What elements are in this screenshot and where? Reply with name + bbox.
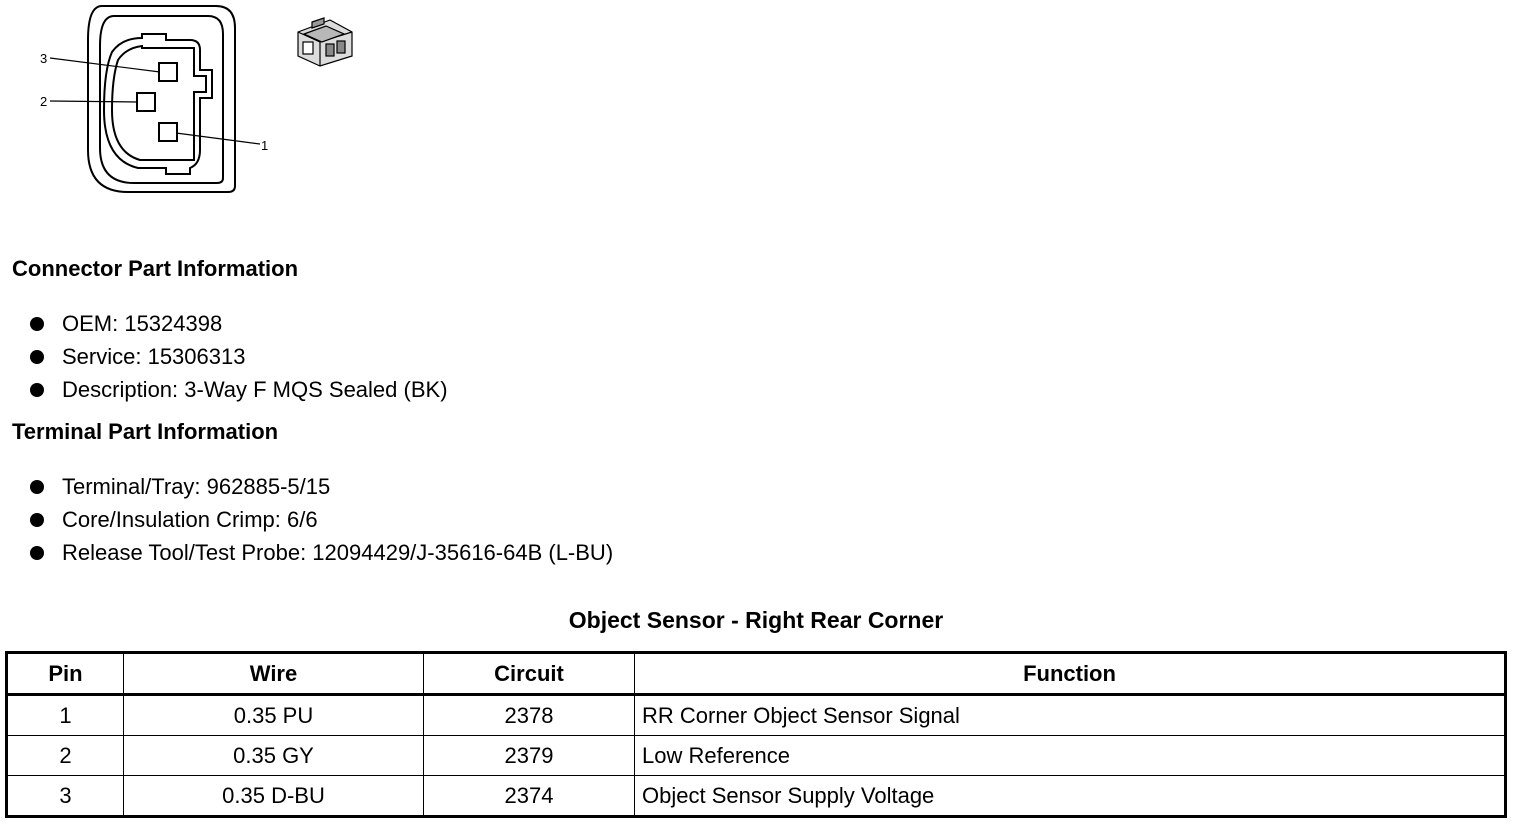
function-cell: Object Sensor Supply Voltage	[635, 776, 1506, 817]
connector-seal-outer	[104, 34, 212, 174]
pin-1-leader	[176, 133, 260, 144]
function-cell: Low Reference	[635, 736, 1506, 776]
wire-cell: 0.35 PU	[124, 695, 424, 736]
pin-cell: 2	[7, 736, 124, 776]
pin-3-label: 3	[40, 51, 48, 66]
list-item	[28, 506, 613, 539]
terminal-part-info-heading: Terminal Part Information	[12, 419, 279, 444]
column-header-pin: Pin	[7, 653, 124, 695]
bullet-icon	[30, 350, 44, 364]
bullet-icon	[30, 383, 44, 397]
table-header-row	[7, 653, 1506, 695]
wire-cell: 0.35 D-BU	[124, 776, 424, 817]
pin-2-cavity	[137, 93, 155, 111]
connector-face-diagram	[30, 0, 280, 200]
list-item	[28, 343, 448, 376]
connector-part-info-heading: Connector Part Information	[12, 256, 299, 281]
list-item	[28, 473, 613, 506]
column-header-wire: Wire	[124, 653, 424, 695]
circuit-cell: 2374	[424, 776, 635, 817]
connector-description-text: Description: 3-Way F MQS Sealed (BK)	[62, 377, 448, 402]
list-item	[28, 539, 613, 572]
pin-3-cavity	[159, 63, 177, 81]
column-header-function: Function	[635, 653, 1506, 695]
table-row	[7, 736, 1506, 776]
bullet-icon	[30, 480, 44, 494]
list-item	[28, 376, 448, 409]
pin-2-leader	[50, 101, 138, 102]
pin-3-leader	[50, 58, 160, 72]
pin-table-title: Object Sensor - Right Rear Corner	[568, 607, 944, 633]
pin-2-label: 2	[40, 94, 48, 109]
pin-cell: 3	[7, 776, 124, 817]
circuit-cell: 2379	[424, 736, 635, 776]
pin-cell: 1	[7, 695, 124, 736]
connector-part-info-list	[28, 310, 448, 409]
terminal-part-info-list	[28, 473, 613, 572]
pin-1-label: 1	[261, 138, 269, 153]
circuit-cell: 2378	[424, 695, 635, 736]
function-cell: RR Corner Object Sensor Signal	[635, 695, 1506, 736]
table-row	[7, 776, 1506, 817]
connector-oem-text: OEM: 15324398	[62, 311, 223, 336]
terminal-release-tool-text: Release Tool/Test Probe: 12094429/J-35616-64B (L-BU)	[62, 540, 614, 565]
connector-thumbnail-image	[290, 12, 360, 68]
table-row	[7, 695, 1506, 736]
pinout-table	[5, 651, 1507, 818]
column-header-circuit: Circuit	[424, 653, 635, 695]
pin-1-cavity	[159, 123, 177, 141]
terminal-crimp-text: Core/Insulation Crimp: 6/6	[62, 507, 318, 532]
bullet-icon	[30, 513, 44, 527]
bullet-icon	[30, 546, 44, 560]
list-item	[28, 310, 448, 343]
terminal-tray-text: Terminal/Tray: 962885-5/15	[62, 474, 331, 499]
wire-cell: 0.35 GY	[124, 736, 424, 776]
bullet-icon	[30, 317, 44, 331]
connector-service-text: Service: 15306313	[62, 344, 246, 369]
